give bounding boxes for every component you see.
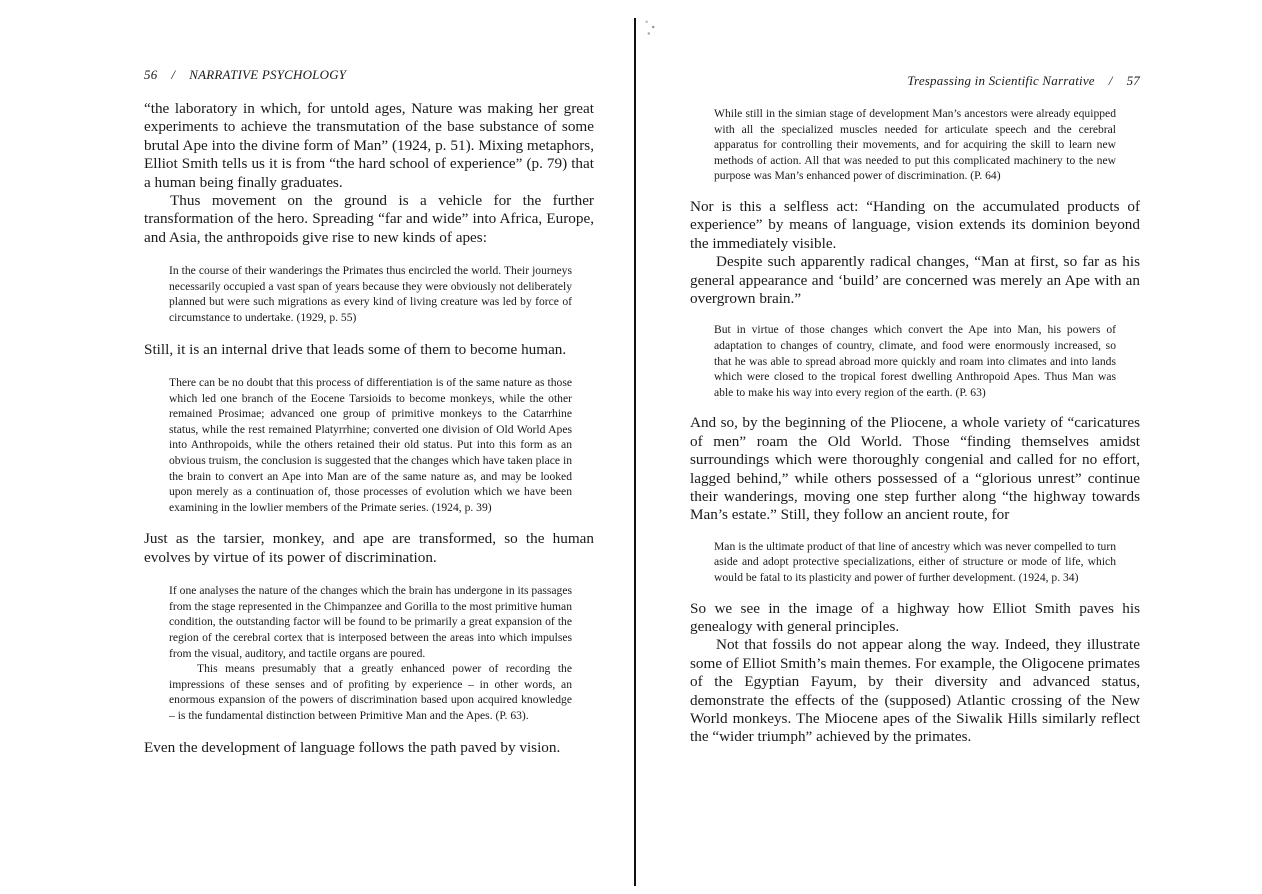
left-paragraph-2: Thus movement on the ground is a vehicle for the further transformation of the hero. Spreading “far and wide” into Africa, Europe, and Asia, the anthropoids give rise to new kinds of apes: bbox=[144, 192, 594, 246]
right-chapter-title: Trespassing in Scientific Narrative bbox=[907, 73, 1095, 88]
right-running-head bbox=[907, 73, 1140, 89]
right-block-quote-1 bbox=[714, 106, 1116, 184]
left-text-column bbox=[144, 100, 594, 757]
left-paragraph-4: Just as the tarsier, monkey, and ape are transformed, so the human evolves by virtue of its power of discrimination. bbox=[144, 530, 594, 566]
left-paragraph-5: Even the development of language follows the path paved by vision. bbox=[144, 738, 561, 756]
left-paragraph-3: Still, it is an internal drive that leads some of them to become human. bbox=[144, 340, 567, 358]
right-page-number: 57 bbox=[1126, 73, 1140, 88]
right-block-quote-3 bbox=[714, 539, 1116, 586]
left-header-separator: / bbox=[171, 67, 176, 82]
left-quote-3-text-b: This means presumably that a greatly enhanced power of recording the impressions of these senses and of profiting by experience – in other words, an enormous expansion of the powers of discrimination based upon acquired knowledge – is the fundamental distinction between Primitive Man and the Apes. (P. 63). bbox=[169, 662, 572, 722]
left-block-quote-1 bbox=[169, 263, 572, 325]
right-page bbox=[640, 0, 1262, 894]
right-block-quote-2 bbox=[714, 322, 1116, 400]
book-gutter-line bbox=[634, 18, 636, 886]
left-quote-1-text: In the course of their wanderings the Primates thus encircled the world. Their journeys necessarily occupied a vast span of years because they were obviously not deliberately planned but were such migrations as every kind of living creature was led by force of circumstance to undertake. (1929, p. 55) bbox=[169, 264, 572, 325]
right-paragraph-4: So we see in the image of a highway how Elliot Smith paves his genealogy with general principles. bbox=[690, 599, 1140, 635]
right-header-separator: / bbox=[1108, 73, 1113, 88]
left-page-number: 56 bbox=[144, 67, 158, 82]
left-quote-3-text-a: If one analyses the nature of the changes which the brain has undergone in its passages from the stage represented in the Chimpanzee and Gorilla to the most primitive human condition, the outstanding factor will be found to be primarily a great expansion of the region of the cerebral cortex that is interposed between the areas into which impulses from the visual, auditory, and tactile organs are poured. bbox=[169, 584, 572, 660]
right-quote-3-text: Man is the ultimate product of that line of ancestry which was never compelled to turn aside and adopt protective specializations, either of structure or mode of life, which would be fatal to its plasticity and power of further development. (1924, p. 34) bbox=[714, 539, 1116, 584]
left-paragraph-1: “the laboratory in which, for untold ages, Nature was making her great experiments to achieve the transmutation of the base substance of some brutal Ape into the divine form of Man” (1924, p. 51). Mixing metaphors, Elliot Smith tells us it is from “the hard school of experience” (p. 79) that a human being finally graduates. bbox=[144, 100, 594, 191]
left-book-title: NARRATIVE PSYCHOLOGY bbox=[189, 67, 347, 82]
right-paragraph-2: Despite such apparently radical changes, “Man at first, so far as his general appearance and ‘build’ are concerned was merely an Ape with an overgrown brain.” bbox=[690, 253, 1140, 307]
left-block-quote-3 bbox=[169, 583, 572, 723]
right-paragraph-3: And so, by the beginning of the Pliocene, a whole variety of “caricatures of men” roam the Old World. Those “finding themselves amidst surroundings which were thoroughly congenial and called for no effort, lagged behind,” while others possessed of a “glorious unrest” continue their wanderings, moving one step further along “the highway towards Man’s estate.” Still, they follow an ancient route, for bbox=[690, 414, 1140, 524]
right-quote-1-text: While still in the simian stage of development Man’s ancestors were already equipped with all the specialized muscles needed for articulate speech and the cerebral apparatus for controlling their movements, and for acquiring the skill to learn new methods of action. All that was needed to put this complicated machinery to the new purpose was Man’s enhanced power of discrimination. (P. 64) bbox=[714, 107, 1116, 183]
left-quote-2-text: There can be no doubt that this process of differentiation is of the same nature as those which led one branch of the Eocene Tarsioids to become monkeys, while the other remained Prosimae; advanced one group of primitive monkeys to the Catarrhine status, while the rest remained Platyrrhine; converted one division of Old World Apes into Anthropoids, while the others retained their old status. Put into this form as an obvious truism, the conclusion is suggested that the changes which have taken place in the brain to convert an Ape into Man are of the same nature as, and may be looked upon merely as a continuation of, those processes of evolution which we have been examining in the lowlier members of the Primate series. (1924, p. 39) bbox=[169, 376, 572, 514]
left-block-quote-2 bbox=[169, 375, 572, 515]
right-quote-2-text: But in virtue of those changes which convert the Ape into Man, his powers of adaptation to changes of country, climate, and food were enormously increased, so that he was able to spread abroad more quickly and roam into climates and into lands which were closed to the tropical forest dwelling Anthropoid Apes. Thus Man was able to make his way into every region of the earth. (P. 63) bbox=[714, 323, 1116, 399]
right-text-column bbox=[690, 106, 1140, 747]
left-running-head bbox=[144, 67, 346, 83]
right-paragraph-5: Not that fossils do not appear along the way. Indeed, they illustrate some of Elliot Smith’s main themes. For example, the Oligocene primates of the Egyptian Fayum, by their diversity and advanced status, demonstrate the effects of the (supposed) Atlantic crossing of the New World monkeys. The Miocene apes of the Siwalik Hills similarly reflect the “wider triumph” achieved by the primates. bbox=[690, 636, 1140, 746]
right-paragraph-1: Nor is this a selfless act: “Handing on the accumulated products of experience” by means of language, vision extends its dominion beyond the immediately visible. bbox=[690, 197, 1140, 252]
